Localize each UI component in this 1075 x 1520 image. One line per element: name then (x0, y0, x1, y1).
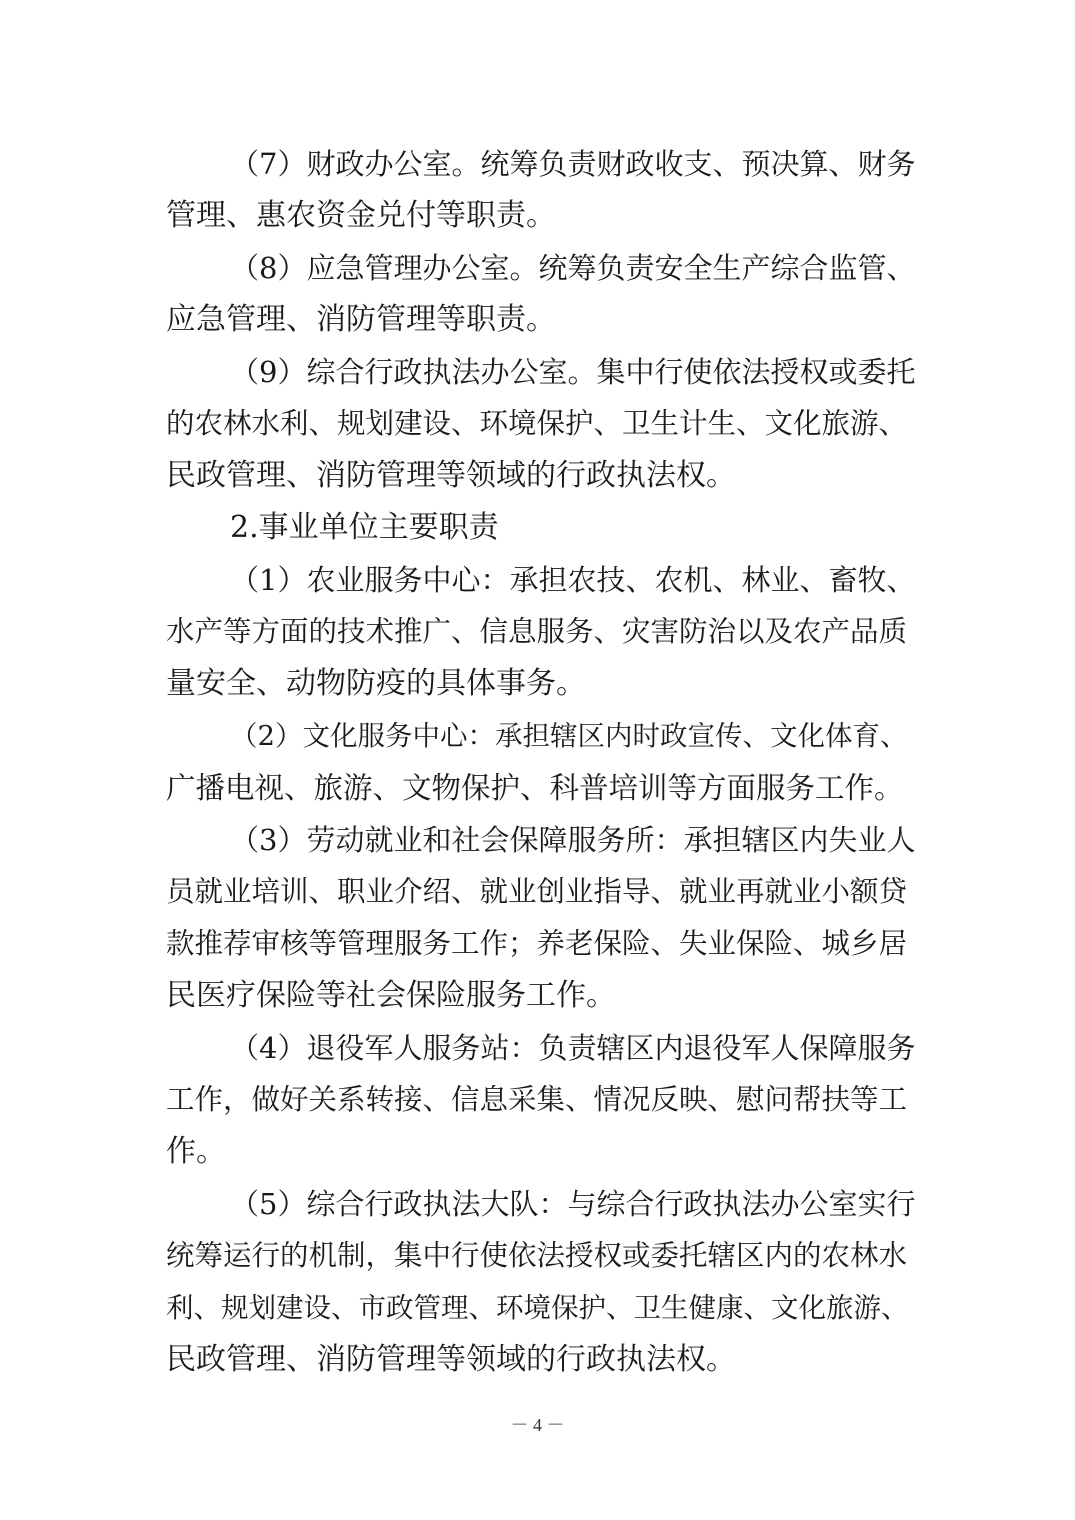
text-line: （4）退役军人服务站：负责辖区内退役军人保障服务 (230, 1031, 916, 1065)
text-line: （5）综合行政执法大队：与综合行政执法办公室实行 (230, 1187, 916, 1221)
text-line: 民政管理、消防管理等领域的行政执法权。 (166, 458, 736, 493)
text-line: 款推荐审核等管理服务工作；养老保险、失业保险、城乡居 (166, 927, 908, 960)
page-number: － 4 － (510, 1415, 565, 1435)
text-line: 员就业培训、职业介绍、就业创业指导、就业再就业小额贷 (166, 875, 908, 908)
text-line: （1）农业服务中心：承担农技、农机、林业、畜牧、 (230, 563, 916, 597)
text-line: 管理、惠农资金兑付等职责。 (166, 198, 556, 233)
text-line: （3）劳动就业和社会保障服务所：承担辖区内失业人 (230, 823, 916, 857)
text-line: 量安全、动物防疫的具体事务。 (166, 666, 586, 701)
text-line: （7）财政办公室。统筹负责财政收支、预决算、财务 (230, 147, 916, 181)
text-line: 民政管理、消防管理等领域的行政执法权。 (166, 1342, 736, 1377)
text-line: 的农林水利、规划建设、环境保护、卫生计生、文化旅游、 (166, 407, 908, 440)
text-line: 民医疗保险等社会保险服务工作。 (166, 978, 616, 1013)
text-line: 统筹运行的机制，集中行使依法授权或委托辖区内的农林水 (166, 1239, 908, 1272)
text-line: 利、规划建设、市政管理、环境保护、卫生健康、文化旅游、 (166, 1292, 909, 1324)
text-line: 应急管理、消防管理等职责。 (166, 302, 556, 337)
text-line: （8）应急管理办公室。统筹负责安全生产综合监管、 (230, 251, 916, 285)
text-line: （9）综合行政执法办公室。集中行使依法授权或委托 (230, 355, 916, 389)
text-line: 广播电视、旅游、文物保护、科普培训等方面服务工作。 (166, 771, 904, 805)
text-line: 工作，做好关系转接、信息采集、情况反映、慰问帮扶等工 (166, 1083, 908, 1116)
text-line: 作。 (166, 1134, 226, 1169)
text-line: 水产等方面的技术推广、信息服务、灾害防治以及农产品质 (166, 615, 908, 648)
text-line: （2）文化服务中心：承担辖区内时政宣传、文化体育、 (230, 720, 908, 752)
section-heading: 2.事业单位主要职责 (230, 510, 499, 545)
